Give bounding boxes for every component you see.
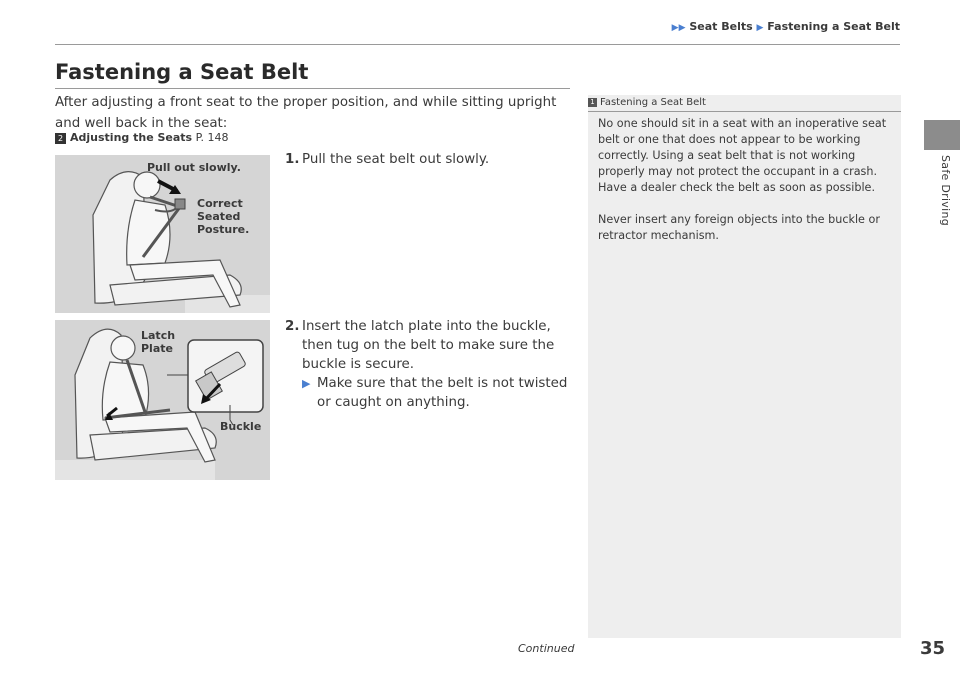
chapter-tab-marker[interactable] — [924, 120, 960, 150]
cross-reference-page: P. 148 — [195, 131, 229, 144]
step-text: Pull the seat belt out slowly. — [302, 152, 490, 167]
title-divider — [55, 88, 570, 89]
breadcrumb-arrow-icon: ▶▶ — [671, 23, 686, 33]
step-number: 1. — [285, 152, 300, 167]
step-2 — [285, 317, 585, 412]
page-number: 35 — [920, 638, 946, 659]
step-bullet — [285, 374, 585, 412]
header-divider — [55, 44, 900, 45]
breadcrumb — [672, 20, 900, 33]
intro-text: After adjusting a front seat to the proper position, and while sitting upright and well back in the seat: — [55, 95, 557, 131]
seat-belt-pull-illustration — [55, 155, 270, 313]
breadcrumb-section[interactable]: Seat Belts — [689, 20, 753, 33]
breadcrumb-page: Fastening a Seat Belt — [767, 20, 900, 33]
chapter-label: Safe Driving — [939, 155, 952, 227]
note-body — [598, 116, 893, 260]
breadcrumb-arrow-icon: ▶ — [756, 23, 764, 33]
buckle-illustration — [55, 320, 270, 480]
buckle-callout: Buckle — [220, 420, 262, 433]
posture-callout: Correct Seated Posture. — [197, 197, 250, 236]
note-marker-icon: 1 — [588, 98, 597, 107]
note-heading — [588, 97, 706, 108]
note-divider — [588, 111, 901, 112]
note-paragraph: Never insert any foreign objects into the buckle or retractor mechanism. — [598, 213, 880, 242]
continued-label: Continued — [518, 642, 575, 655]
reference-icon: 2 — [55, 133, 66, 144]
step-1 — [285, 150, 585, 169]
latch-plate-callout: Latch Plate — [141, 329, 176, 355]
cross-reference[interactable] — [55, 131, 229, 144]
cross-reference-label[interactable]: Adjusting the Seats — [70, 131, 193, 144]
step-number: 2. — [285, 319, 300, 334]
pull-callout: Pull out slowly. — [147, 161, 241, 174]
note-heading-text: Fastening a Seat Belt — [600, 97, 706, 108]
page-title: Fastening a Seat Belt — [55, 60, 309, 84]
note-paragraph: No one should sit in a seat with an inoperative seat belt or one that does not appear to be working correctly. Using a seat belt that is not working properly may not protect the occupant in a crash. Have a dealer check the belt as soon as possible. — [598, 117, 887, 194]
step-bullet-text: Make sure that the belt is not twisted or caught on anything. — [317, 376, 568, 410]
bullet-arrow-icon: ▶ — [302, 377, 311, 390]
step-text: Insert the latch plate into the buckle, then tug on the belt to make sure the buckle is secure. — [302, 319, 555, 372]
